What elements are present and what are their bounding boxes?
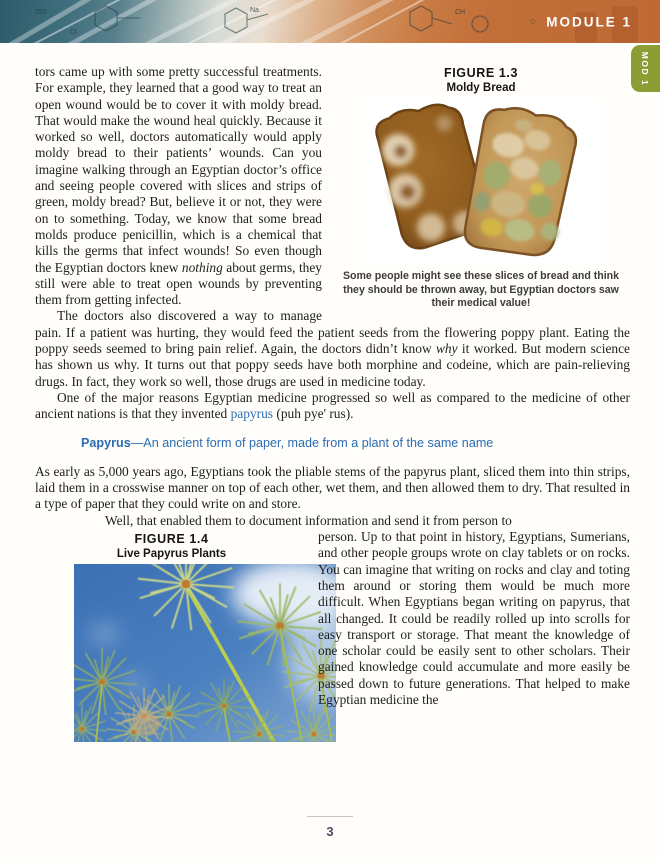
paragraph-4: As early as 5,000 years ago, Egyptians took the pliable stems of the papyrus plant, sliced them into thin strips, laid them in a crosswise manner on top of each other, wet them, and then allowed them to dry. That resulted in a type of paper that they could write on and store. [35,463,630,512]
svg-text:Na: Na [250,7,259,14]
module-side-tab-label: MOD 1 [640,51,651,86]
figure-1-3-caption: Some people might see these slices of bread and think they should be thrown away, but Egyptian doctors saw their medical value! [342,270,620,309]
page-footer [0,816,660,839]
moldy-bread-photo [361,98,601,266]
figure-1-4-title: FIGURE 1.4 [134,532,209,547]
paragraph-1-italic-word: nothing [181,259,223,275]
definition-term: Papyrus [81,435,131,450]
figure-1-4-subtitle: Live Papyrus Plants [116,548,227,561]
paragraph-3 [35,390,630,423]
papyrus-definition [35,435,630,451]
paragraph-3-text-end: (puh pye' rus). [273,406,354,422]
page-body [35,64,630,748]
module-header-banner [0,0,660,43]
figure-1-3-subtitle: Moldy Bread [446,82,516,94]
paragraph-5-first-line: Well, that enabled them to document information and send it from person to [105,512,512,528]
footer-divider [307,816,353,817]
paragraph-1-text: tors came up with some pretty successful treatments. For example, they learned that a good way to treat an open wound would be to cover it with moldy bread. That would make the wound heal quickly. Because it worked so well, doctors automatically would apply moldy bread to their patients’ wounds. Can you imagine walking through an Egyptian doctor’s office and seeing people covered with slices and strips of green, moldy bread? But, believe it or not, they were on to something. Today, we know that some bread molds produce penicillin, which is a chemical that kills the germs that infect wounds! So even though the Egyptian doctors knew [35,64,322,275]
papyrus-glossary-link[interactable]: papyrus [230,406,274,422]
svg-text:250: 250 [35,9,47,16]
paragraph-2 [35,308,630,389]
paragraph-5-rest: person. Up to that point in history, Egyptians, Sumerians, and other people groups wrote on clay tablets or on rocks. You can imagine that writing on rocks and clay and toting them around or storing them would be much more difficult. When Egyptians began writing on papyrus, that all changed. It could be readily rolled up into scrolls for easy transport or storage. That meant the knowledge of one scholar could be easily sent to other scholars. Their gained knowledge could accumulate and more easily be passed down to future generations. That helped to make Egyptian medicine the [318,529,630,707]
svg-text:Cl: Cl [70,29,77,36]
definition-body: —An ancient form of paper, made from a plant of the same name [130,435,494,450]
figure-1-3 [332,66,630,311]
svg-text:O: O [530,19,536,26]
paragraph-2-italic-word: why [435,341,458,357]
papyrus-plants-photo [74,564,336,742]
paragraph-2-text-end: it worked. But modern science has shown us why. It turns out that poppy seeds have both morphine and codeine, which are pain-relieving drugs. In fact, they work so well, those drugs are used in medicine today. [35,341,630,389]
paragraph-2-text: The doctors also discovered a way to manage pain. If a patient was hurting, they would feed the patient seeds from the flowering poppy plant. Eating the poppy seeds seemed to bring pain relief. Again, the doctors didn’t know [35,308,630,357]
paragraph-1-text-end: about germs, they still were able to treat open wounds by preventing them from getting infected. [35,259,322,308]
svg-text:CH: CH [455,9,466,16]
figure-1-4 [35,532,308,742]
module-title: MODULE 1 [546,14,632,29]
figure-1-3-title: FIGURE 1.3 [443,66,519,80]
page-number: 3 [326,824,334,839]
paragraph-3-text: One of the major reasons Egyptian medicine progressed so well as compared to the medicine of other ancient nations is that they invented [35,389,630,422]
module-side-tab[interactable] [631,45,660,92]
